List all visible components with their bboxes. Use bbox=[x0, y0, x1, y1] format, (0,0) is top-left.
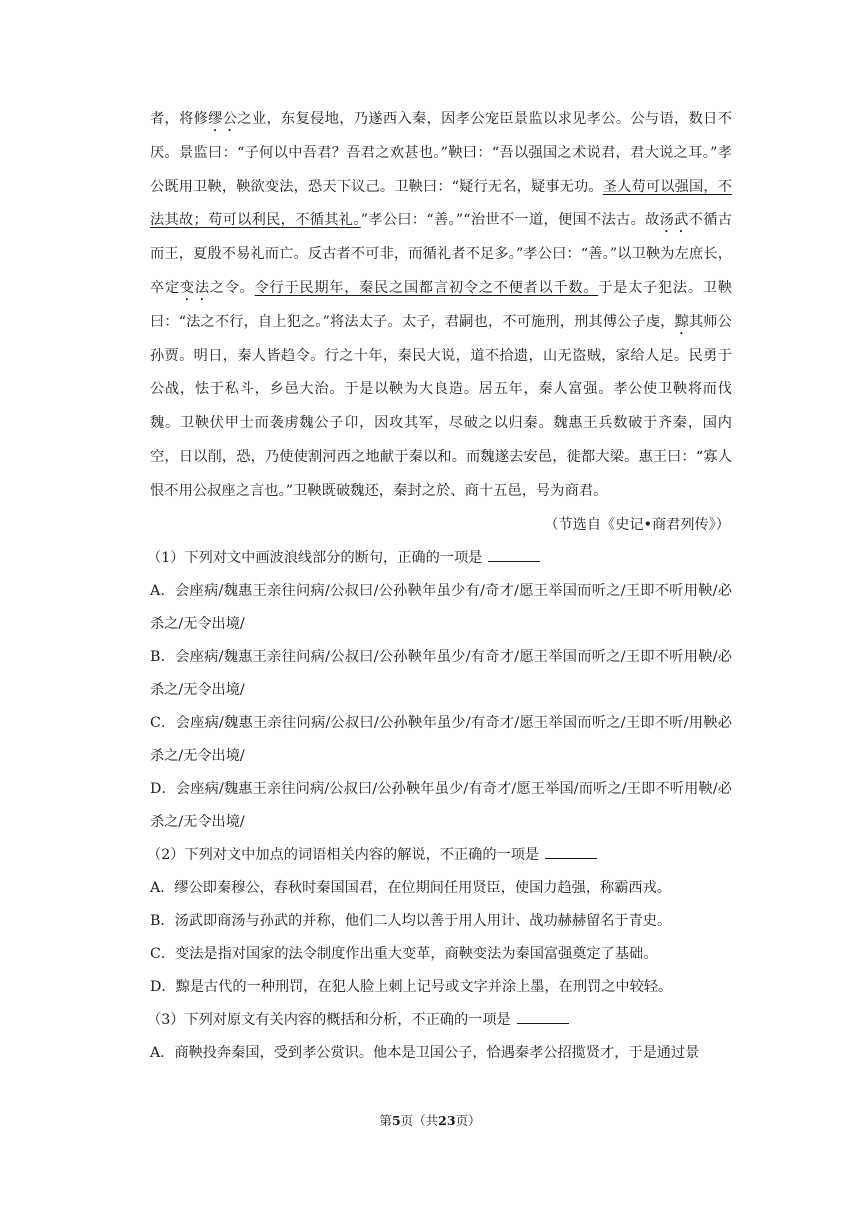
passage-text: 于是太子犯法。卫鞅曰：“法之不行，自上犯之。”将法太子。太子，君嗣也，不可施刑，刑其傅公子虔， bbox=[150, 279, 733, 330]
page-footer bbox=[0, 1113, 860, 1129]
passage-text: 者，将修 bbox=[150, 111, 209, 127]
question-2-option-a: A．缪公即秦穆公，春秋时秦国国君，在位期间任用贤臣，使国力趋强，称霸西戎。 bbox=[150, 879, 671, 896]
passage-text: 不循古而王，夏殷不易礼而亡。反古者不可非，而循礼者不足多。”孝公曰：“善。”以卫鞅为左庶长，卒定 bbox=[150, 212, 733, 296]
question-2-option-b: B．汤武即商汤与孙武的并称，他们二人均以善于用人用计、战功赫赫留名于青史。 bbox=[150, 912, 672, 929]
page-content bbox=[147, 103, 733, 1070]
answer-blank[interactable] bbox=[517, 1009, 569, 1024]
question-stem-text: （1）下列对文中画波浪线部分的断句，正确的一项是 bbox=[147, 549, 483, 566]
question-1-option-d: D．会座病/魏惠王亲往问病/公叔曰/公孙鞅年虽少/有奇才/愿王举国/而听之/王即不听用鞅/必杀之/无令出境/ bbox=[150, 780, 732, 830]
footer-text: 页） bbox=[455, 1113, 481, 1128]
page-number: 5 bbox=[391, 1113, 401, 1128]
passage-source: （节选自《史记•商君列传》） bbox=[544, 516, 730, 533]
dotted-term-bianfa: 变法 bbox=[179, 279, 210, 296]
passage-text: ”孝公曰：“善。”“治世不一道，便国不法古。故 bbox=[360, 212, 660, 229]
question-3-stem bbox=[147, 1004, 732, 1037]
dotted-term-miugong: 缪公 bbox=[208, 111, 238, 127]
question-1-stem bbox=[147, 542, 732, 575]
footer-text: 页（共 bbox=[400, 1113, 439, 1128]
dotted-term-tangwu: 汤武 bbox=[659, 212, 689, 229]
question-stem-text: （3）下列对原文有关内容的概括和分析，不正确的一项是 bbox=[147, 1011, 511, 1028]
question-1-option-c: C．会座病/魏惠王亲往问病/公叔曰/公孙鞅年虽少/有奇才/愿王举国而听之/王即不听/用鞅必杀之/无令出境/ bbox=[150, 714, 732, 764]
dotted-term-qing: 黥 bbox=[674, 313, 689, 330]
passage-text: 之令。 bbox=[209, 279, 255, 296]
answer-blank[interactable] bbox=[545, 844, 597, 859]
question-2-stem bbox=[147, 839, 732, 872]
passage-text: 其师公孙贾。明日，秦人皆趋令。行之十年，秦民大说，道不拾遗，山无盗贼，家给人足。民勇于公战，怯于私斗，乡邑大治。于是以鞅为大良造。居五年，秦人富强。孝公使卫鞅将而伐魏。卫鞅伏甲士而袭虏魏公子卬，因攻其军，尽破之以归秦。魏惠王兵数破于齐秦，国内空，日以削，恐，乃使使割河西之地献于秦以和。而魏遂去安邑，徙都大梁。惠王曰：“寡人恨不用公叔座之言也。”卫鞅既破魏还，秦封之於、商十五邑，号为商君。 bbox=[150, 313, 732, 499]
classical-passage bbox=[150, 103, 732, 509]
answer-blank[interactable] bbox=[488, 547, 540, 562]
underlined-sentence-1: 圣人苟可以强国，不法其故；苟可以利民，不循其礼。 bbox=[150, 178, 732, 229]
footer-text: 第 bbox=[379, 1113, 392, 1128]
question-2-option-c: C．变法是指对国家的法令制度作出重大变革，商鞅变法为秦国富强奠定了基础。 bbox=[150, 945, 658, 962]
total-pages: 23 bbox=[438, 1113, 456, 1128]
question-2-option-d: D．黥是古代的一种刑罚，在犯人脸上刺上记号或文字并涂上墨，在刑罚之中较轻。 bbox=[150, 978, 673, 995]
question-1-option-a: A．会座病/魏惠王亲往问病/公叔曰/公孙鞅年虽少有/奇才/愿王举国而听之/王即不听用鞅/必杀之/无令出境/ bbox=[150, 582, 732, 632]
underlined-sentence-2: 令行于民期年，秦民之国都言初令之不便者以千数。 bbox=[254, 279, 599, 296]
passage-text: 之业，东复侵地，乃遂西入秦，因孝公宠臣景监以求见孝公。公与语，数日不厌。景监曰：“子何以中吾君？吾君之欢甚也。”鞅曰：“吾以强国之术说君，君大说之耳。”孝公既用卫鞅，鞅欲变法，恐天下议己。卫鞅曰：“疑行无名，疑事无功。 bbox=[150, 111, 733, 195]
question-stem-text: （2）下列对文中加点的词语相关内容的解说，不正确的一项是 bbox=[147, 846, 540, 863]
question-1-option-b: B．会座病/魏惠王亲往问病/公叔曰/公孙鞅年虽少/有奇才/愿王举国而听之/王即不听用鞅/必杀之/无令出境/ bbox=[150, 648, 732, 698]
question-3-option-a: A．商鞅投奔秦国，受到孝公赏识。他本是卫国公子，恰遇秦孝公招揽贤才，于是通过景 bbox=[150, 1044, 700, 1061]
